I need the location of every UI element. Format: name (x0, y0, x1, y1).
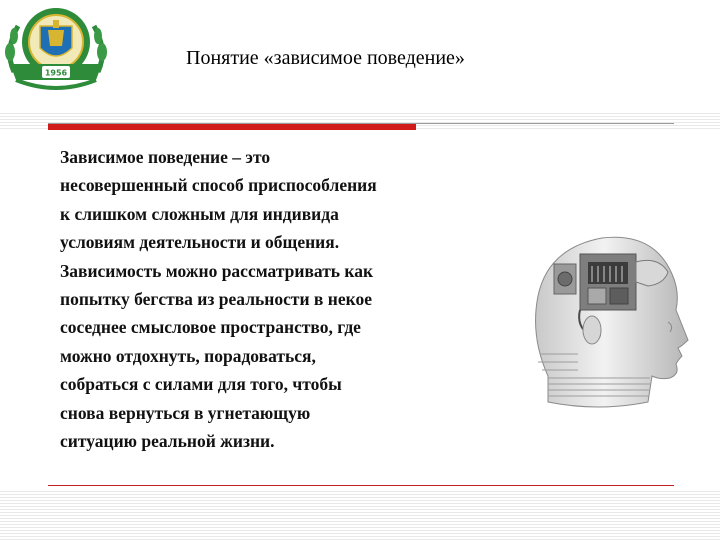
body-line: условиям деятельности и общения. (60, 232, 340, 253)
logo-year: 1956 (44, 68, 68, 78)
university-emblem-icon (0, 0, 112, 100)
footer-divider (48, 485, 674, 486)
mechanical-head-icon (518, 226, 694, 422)
body-line: Зависимость можно рассматривать как (60, 260, 374, 281)
logo (0, 0, 112, 112)
slide-title: Понятие «зависимое поведение» (186, 47, 465, 69)
body-text (60, 143, 510, 455)
body-line: к слишком сложным для индивида (60, 203, 339, 224)
illustration (518, 226, 694, 422)
body-line: собраться с силами для того, чтобы (60, 374, 342, 395)
body-line: снова вернуться в угнетающую (60, 402, 311, 423)
body-line: попытку бегства из реальности в некое (60, 289, 372, 310)
body-line: соседнее смысловое пространство, где (60, 317, 361, 338)
accent-bar (48, 124, 416, 130)
body-line: несовершенный способ приспособления (60, 175, 377, 196)
bottom-background (0, 492, 720, 540)
body-line: можно отдохнуть, порадоваться, (60, 345, 316, 366)
body-line: ситуацию реальной жизни. (60, 431, 275, 452)
body-line: Зависимое поведение – это (60, 147, 271, 167)
